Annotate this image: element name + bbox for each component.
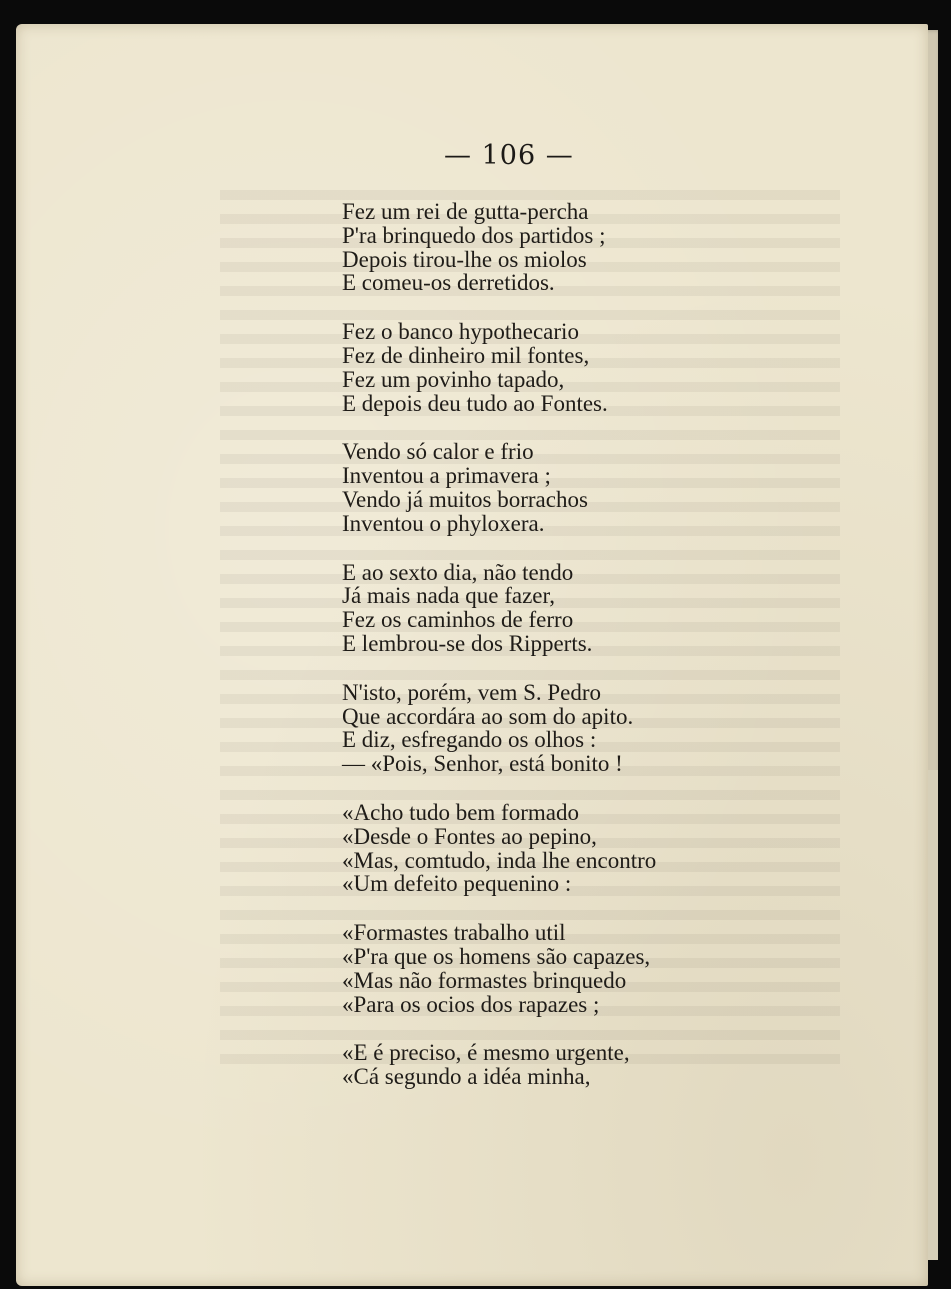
- verse-line: «P'ra que os homens são capazes,: [342, 943, 651, 969]
- stanza: [342, 440, 656, 535]
- verse-line: «E é preciso, é mesmo urgente,: [342, 1040, 630, 1066]
- verse-line: P'ra brinquedo dos partidos ;: [342, 222, 606, 248]
- verse-line: «Um defeito pequenino :: [342, 871, 572, 897]
- verse-line: E ao sexto dia, não tendo: [342, 559, 574, 585]
- verse-line: Fez um povinho tapado,: [342, 366, 565, 392]
- verse-line: «Acho tudo bem formado: [342, 799, 579, 825]
- page-number: — 106 —: [444, 140, 574, 171]
- verse-line: Fez de dinheiro mil fontes,: [342, 342, 590, 368]
- verse-line: E depois deu tudo ao Fontes.: [342, 390, 608, 416]
- verse-line: — «Pois, Senhor, está bonito !: [342, 751, 623, 777]
- verse-line: Vendo só calor e frio: [342, 439, 534, 465]
- verse-line: Fez o banco hypothecario: [342, 319, 579, 345]
- verse-line: E diz, esfregando os olhos :: [342, 727, 597, 753]
- verse-line: Já mais nada que fazer,: [342, 583, 555, 609]
- verse-line: Vendo já muitos borrachos: [342, 486, 588, 512]
- verse-line: Inventou a primavera ;: [342, 463, 551, 489]
- stanza: [342, 561, 656, 656]
- stanza: [342, 801, 656, 896]
- verse-line: Fez um rei de gutta-percha: [342, 199, 589, 224]
- verse-line: «Formastes trabalho util: [342, 920, 566, 946]
- verse-line: N'isto, porém, vem S. Pedro: [342, 679, 602, 705]
- stanza: [342, 320, 656, 415]
- verse-line: Inventou o phyloxera.: [342, 510, 545, 536]
- stanza: [342, 681, 656, 776]
- verse-line: E lembrou-se dos Ripperts.: [342, 630, 593, 656]
- stanza: [342, 1041, 656, 1089]
- verse-line: Fez os caminhos de ferro: [342, 607, 574, 633]
- verse-line: «Desde o Fontes ao pepino,: [342, 823, 597, 849]
- verse-line: Depois tirou-lhe os miolos: [342, 246, 587, 272]
- verse-line: E comeu-os derretidos.: [342, 270, 555, 296]
- verse-line: «Cá segundo a idéa minha,: [342, 1064, 591, 1090]
- stanza: [342, 921, 656, 1016]
- stanza: [342, 200, 656, 295]
- verse-line: «Mas, comtudo, inda lhe encontro: [342, 847, 657, 873]
- verse-line: «Mas não formastes brinquedo: [342, 967, 627, 993]
- verse-line: Que accordára ao som do apito.: [342, 703, 634, 729]
- verse-line: «Para os ocios dos rapazes ;: [342, 991, 600, 1017]
- poem-body: [342, 200, 656, 1114]
